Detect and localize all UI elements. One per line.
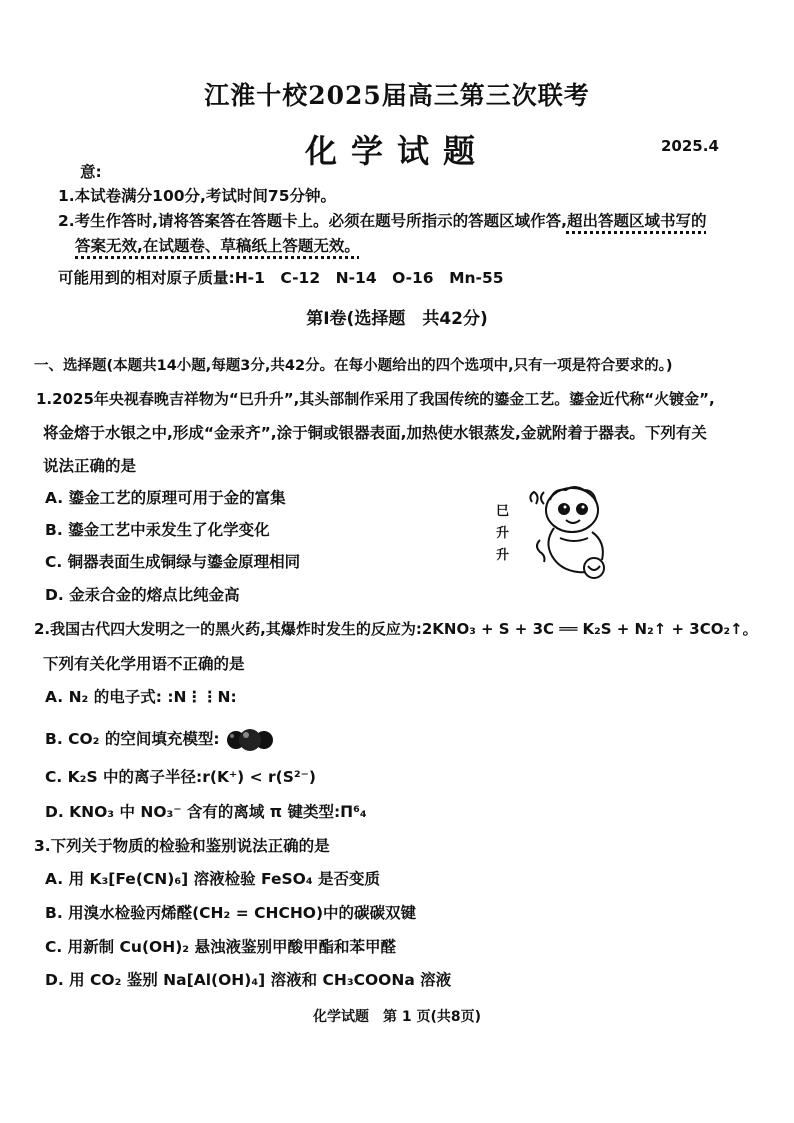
section-title: 第Ⅰ卷(选择题 共42分) — [306, 309, 488, 329]
q2-option-d: D. KNO₃ 中 NO₃⁻ 含有的离域 π 键类型:Π⁶₄ — [45, 803, 367, 821]
q2-option-a: A. N₂ 的电子式: :N⋮⋮N: — [45, 688, 237, 706]
q2-option-c: C. K₂S 中的离子半径:r(K⁺) < r(S²⁻) — [45, 768, 316, 786]
q1-option-c: C. 铜器表面生成铜绿与鎏金原理相同 — [45, 553, 301, 571]
mascot-illustration — [494, 482, 624, 587]
notice-item-2 — [58, 209, 706, 231]
q2-option-b-text: B. CO₂ 的空间填充模型: — [45, 730, 220, 748]
q1-stem-line-1: 1.2025年央视春晚吉祥物为“巳升升”,其头部制作采用了我国传统的鎏金工艺。鎏金近代称“火镀金”, — [36, 390, 715, 408]
exam-title: 江淮十校2025届高三第三次联考 — [204, 81, 590, 110]
notice-item-1: 1.本试卷满分100分,考试时间75分钟。 — [58, 187, 336, 205]
q1-option-d: D. 金汞合金的熔点比纯金高 — [45, 586, 240, 604]
q3-option-d: D. 用 CO₂ 鉴别 Na[Al(OH)₄] 溶液和 CH₃COONa 溶液 — [45, 971, 452, 989]
snake-mascot-icon — [494, 482, 624, 587]
q2-stem-line-1: 2.我国古代四大发明之一的黑火药,其爆炸时发生的反应为:2KNO₃ + S + 3C ══ K₂S + N₂↑ + 3CO₂↑。 — [34, 620, 758, 638]
mascot-label-char-3: 升 — [496, 548, 510, 563]
q3-option-b: B. 用溴水检验丙烯醛(CH₂ = CHCHO)中的碳碳双键 — [45, 904, 417, 922]
notice-item-2-emphasis: 超出答题区域书写的 — [566, 212, 707, 230]
q1-stem-line-3: 说法正确的是 — [43, 457, 137, 475]
co2-space-filling-model-icon — [225, 728, 275, 752]
page-footer: 化学试题 第 1 页(共8页) — [312, 1009, 482, 1025]
notice-item-2-text: 2.考生作答时,请将答案答在答题卡上。必须在题号所指示的答题区域作答, — [58, 212, 567, 230]
atomic-masses: 可能用到的相对原子质量:H-1 C-12 N-14 O-16 Mn-55 — [58, 269, 504, 287]
q2-stem-line-2: 下列有关化学用语不正确的是 — [43, 655, 245, 673]
mascot-label-char-2: 升 — [496, 526, 510, 541]
notice-item-2-line-2: 答案无效,在试题卷、草稿纸上答题无效。 — [75, 237, 360, 255]
q3-option-c: C. 用新制 Cu(OH)₂ 悬浊液鉴别甲酸甲酯和苯甲醛 — [45, 938, 396, 956]
q1-option-b: B. 鎏金工艺中汞发生了化学变化 — [45, 521, 270, 539]
q2-option-b — [45, 727, 275, 752]
notice-label: 意: — [80, 163, 102, 181]
q1-option-a: A. 鎏金工艺的原理可用于金的富集 — [45, 489, 286, 507]
q3-option-a: A. 用 K₃[Fe(CN)₆] 溶液检验 FeSO₄ 是否变质 — [45, 870, 380, 888]
mascot-label-char-1: 巳 — [496, 504, 510, 519]
q1-stem-line-2: 将金熔于水银之中,形成“金汞齐”,涂于铜或银器表面,加热使水银蒸发,金就附着于器表。下列有关 — [43, 424, 707, 442]
q3-stem: 3.下列关于物质的检验和鉴别说法正确的是 — [34, 837, 330, 855]
exam-date: 2025.4 — [661, 137, 719, 155]
section-instructions: 一、选择题(本题共14小题,每题3分,共42分。在每小题给出的四个选项中,只有一项是符合要求的。) — [34, 358, 673, 374]
subject-title: 化学试题 — [304, 132, 489, 170]
